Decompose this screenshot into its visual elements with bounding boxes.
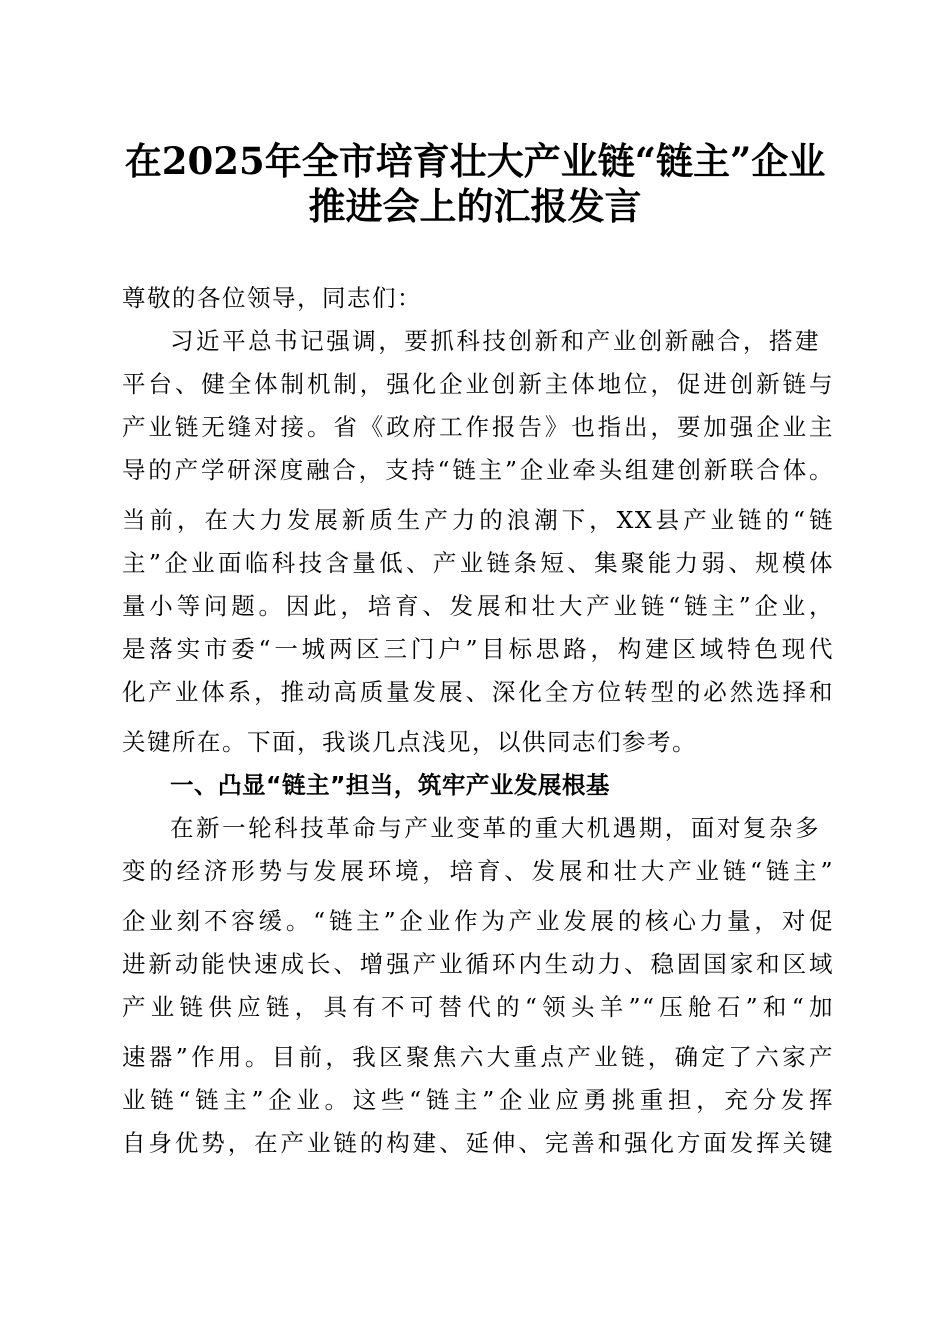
paragraph-1-line: 导的产学研深度融合，支持“链主”企业牵头组建创新联合体。 xyxy=(122,456,834,484)
paragraph-1-line: 习近平总书记强调，要抓科技创新和产业创新融合，搭建 xyxy=(170,327,820,355)
paragraph-1-line: 量小等问题。因此，培育、发展和壮大产业链“链主”企业， xyxy=(122,592,834,620)
document-title-line-2: 推进会上的汇报发言 xyxy=(308,184,642,228)
paragraph-2-line: 企业刻不容缓。“链主”企业作为产业发展的核心力量，对促 xyxy=(122,907,834,935)
paragraph-2-line: 产业链供应链，具有不可替代的“领头羊”“压舱石”和“加 xyxy=(122,993,834,1021)
paragraph-1-line: 是落实市委“一城两区三门户”目标思路，构建区域特色现代 xyxy=(122,635,834,663)
paragraph-2-line: 速器”作用。目前，我区聚焦六大重点产业链，确定了六家产 xyxy=(122,1043,834,1071)
paragraph-2-line: 业链“链主”企业。这些“链主”企业应勇挑重担，充分发挥 xyxy=(122,1086,834,1114)
paragraph-2-line: 进新动能快速成长、增强产业循环内生动力、稳固国家和区域 xyxy=(122,950,834,978)
salutation: 尊敬的各位领导，同志们： xyxy=(122,284,422,312)
paragraph-2-line: 变的经济形势与发展环境，培育、发展和壮大产业链“链主” xyxy=(122,857,834,885)
paragraph-1-line: 当前，在大力发展新质生产力的浪潮下，XX县产业链的“链 xyxy=(122,506,834,534)
paragraph-1-line: 产业链无缝对接。省《政府工作报告》也指出，要加强企业主 xyxy=(122,413,834,441)
paragraph-2-line: 在新一轮科技革命与产业变革的重大机遇期，面对复杂多 xyxy=(170,814,820,842)
document-title-line-1: 在2025年全市培育壮大产业链“链主”企业 xyxy=(124,139,826,183)
paragraph-1-line: 关键所在。下面，我谈几点浅见，以供同志们参考。 xyxy=(122,728,697,756)
paragraph-1-line: 平台、健全体制机制，强化企业创新主体地位，促进创新链与 xyxy=(122,370,834,398)
section-1-heading: 一、凸显“链主”担当，筑牢产业发展根基 xyxy=(170,771,610,799)
paragraph-1-line: 化产业体系，推动高质量发展、深化全方位转型的必然选择和 xyxy=(122,678,834,706)
paragraph-2-line: 自身优势，在产业链的构建、延伸、完善和强化方面发挥关键 xyxy=(122,1129,834,1157)
paragraph-1-line: 主”企业面临科技含量低、产业链条短、集聚能力弱、规模体 xyxy=(122,549,834,577)
